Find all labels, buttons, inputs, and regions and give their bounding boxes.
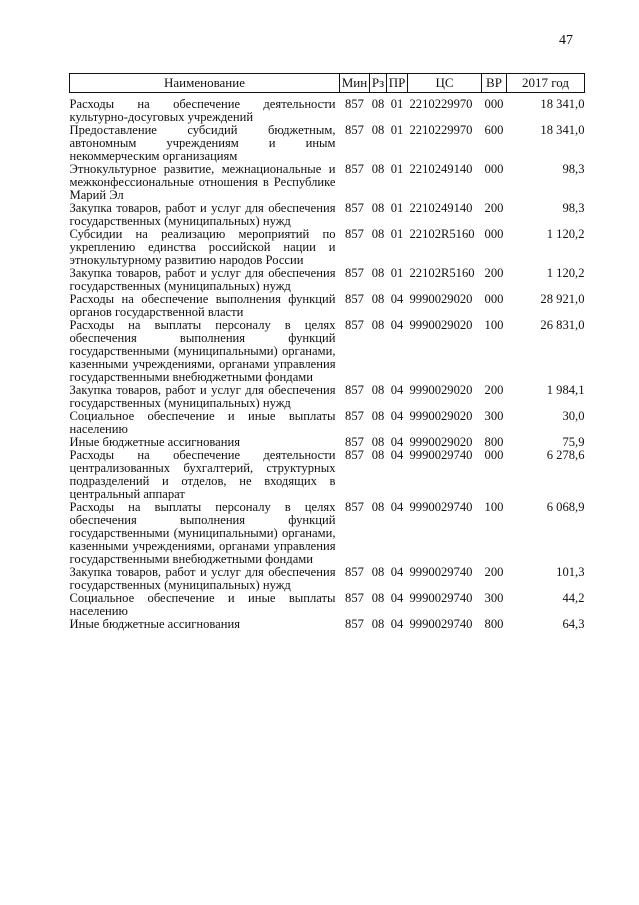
row-cs: 9990029020 — [409, 292, 473, 306]
row-vr: 000 — [484, 97, 504, 111]
row-vr: 600 — [484, 123, 504, 137]
table-row — [70, 566, 585, 592]
row-cs: 2210249140 — [409, 201, 473, 215]
header-cs: ЦС — [408, 74, 482, 93]
row-vr: 800 — [484, 435, 504, 449]
row-pr: 04 — [390, 409, 404, 423]
row-name: Закупка товаров, работ и услуг для обеспечения государственных (муниципальных) нужд — [69, 383, 336, 410]
row-name: Расходы на обеспечение выполнения функций органов государственной власти — [69, 292, 336, 319]
header-rz: Рз — [370, 74, 387, 93]
row-min: 857 — [345, 409, 364, 423]
row-pr: 04 — [390, 435, 404, 449]
page-number: 47 — [559, 33, 573, 48]
row-vr: 200 — [484, 383, 504, 397]
row-amount: 1 120,2 — [546, 266, 585, 280]
row-name: Закупка товаров, работ и услуг для обеспечения государственных (муниципальных) нужд — [69, 565, 336, 592]
row-amount: 18 341,0 — [540, 97, 585, 111]
table-row — [70, 449, 585, 501]
row-rz: 08 — [371, 383, 385, 397]
row-min: 857 — [345, 227, 364, 241]
row-rz: 08 — [371, 318, 385, 332]
row-vr: 000 — [484, 227, 504, 241]
table-row — [70, 124, 585, 163]
row-cs: 9990029740 — [409, 591, 473, 605]
row-min: 857 — [345, 97, 364, 111]
table-row — [70, 384, 585, 410]
row-min: 857 — [345, 162, 364, 176]
row-name: Закупка товаров, работ и услуг для обеспечения государственных (муниципальных) нужд — [69, 266, 336, 293]
row-name: Предоставление субсидий бюджетным, автономным учреждениям и иным некоммерческим организациям — [69, 123, 336, 163]
row-min: 857 — [345, 123, 364, 137]
row-min: 857 — [345, 435, 364, 449]
row-amount: 75,9 — [562, 435, 585, 449]
table-row — [70, 228, 585, 267]
row-pr: 04 — [390, 383, 404, 397]
row-pr: 04 — [390, 591, 404, 605]
row-amount: 98,3 — [562, 201, 585, 215]
table-row — [70, 293, 585, 319]
row-pr: 01 — [390, 227, 404, 241]
row-rz: 08 — [371, 617, 385, 631]
row-pr: 01 — [390, 97, 404, 111]
row-vr: 000 — [484, 292, 504, 306]
row-amount: 98,3 — [562, 162, 585, 176]
row-pr: 01 — [390, 201, 404, 215]
row-pr: 01 — [390, 123, 404, 137]
table-row — [70, 93, 585, 125]
table-row — [70, 267, 585, 293]
row-rz: 08 — [371, 266, 385, 280]
row-amount: 6 278,6 — [546, 448, 585, 462]
row-vr: 200 — [484, 266, 504, 280]
row-cs: 2210229970 — [409, 97, 473, 111]
row-vr: 200 — [484, 565, 504, 579]
row-pr: 04 — [390, 448, 404, 462]
row-pr: 04 — [390, 292, 404, 306]
row-vr: 300 — [484, 409, 504, 423]
row-pr: 01 — [390, 162, 404, 176]
row-amount: 28 921,0 — [540, 292, 585, 306]
row-cs: 22102R5160 — [409, 227, 475, 241]
row-pr: 01 — [390, 266, 404, 280]
row-rz: 08 — [371, 409, 385, 423]
row-vr: 200 — [484, 201, 504, 215]
row-name: Расходы на обеспечение деятельности культурно-досуговых учреждений — [69, 97, 336, 124]
row-vr: 800 — [484, 617, 504, 631]
row-min: 857 — [345, 591, 364, 605]
header-vr: ВР — [482, 74, 507, 93]
row-cs: 9990029740 — [409, 565, 473, 579]
table-row — [70, 592, 585, 618]
row-min: 857 — [345, 448, 364, 462]
row-cs: 9990029740 — [409, 448, 473, 462]
row-min: 857 — [345, 201, 364, 215]
row-cs: 9990029020 — [409, 435, 473, 449]
row-name: Иные бюджетные ассигнования — [69, 617, 241, 631]
row-pr: 04 — [390, 318, 404, 332]
table-row — [70, 163, 585, 202]
row-vr: 000 — [484, 162, 504, 176]
row-pr: 04 — [390, 500, 404, 514]
row-cs: 9990029020 — [409, 409, 473, 423]
row-rz: 08 — [371, 500, 385, 514]
table-row — [70, 501, 585, 566]
row-rz: 08 — [371, 123, 385, 137]
header-year: 2017 год — [507, 74, 585, 93]
header-name: Наименование — [70, 74, 340, 93]
row-amount: 64,3 — [562, 617, 585, 631]
row-name: Закупка товаров, работ и услуг для обеспечения государственных (муниципальных) нужд — [69, 201, 336, 228]
row-cs: 2210249140 — [409, 162, 473, 176]
row-amount: 1 984,1 — [546, 383, 585, 397]
row-rz: 08 — [371, 201, 385, 215]
row-min: 857 — [345, 500, 364, 514]
table-row — [70, 618, 585, 631]
table-row — [70, 319, 585, 384]
row-rz: 08 — [371, 591, 385, 605]
row-min: 857 — [345, 292, 364, 306]
row-amount: 6 068,9 — [546, 500, 585, 514]
row-amount: 44,2 — [562, 591, 585, 605]
row-rz: 08 — [371, 448, 385, 462]
row-name: Расходы на выплаты персоналу в целях обеспечения выполнения функций государственными (муниципальными) органами, казенными учреждениями, органами управления государственными внебюджетными фондами — [69, 318, 336, 384]
row-name: Расходы на обеспечение деятельности централизованных бухгалтерий, структурных подразделений и отделов, не входящих в центральный аппарат — [69, 448, 336, 501]
row-min: 857 — [345, 266, 364, 280]
row-rz: 08 — [371, 292, 385, 306]
row-vr: 100 — [484, 318, 504, 332]
row-name: Этнокультурное развитие, межнациональные и межконфессиональные отношения в Республике Марий Эл — [69, 162, 336, 202]
row-cs: 9990029020 — [409, 383, 473, 397]
row-amount: 30,0 — [562, 409, 585, 423]
row-cs: 9990029020 — [409, 318, 473, 332]
row-rz: 08 — [371, 162, 385, 176]
row-min: 857 — [345, 617, 364, 631]
header-pr: ПР — [387, 74, 408, 93]
row-min: 857 — [345, 383, 364, 397]
row-min: 857 — [345, 565, 364, 579]
row-name: Социальное обеспечение и иные выплаты населению — [69, 591, 336, 618]
row-pr: 04 — [390, 565, 404, 579]
table-body — [70, 93, 585, 632]
header-min: Мин — [340, 74, 370, 93]
row-cs: 2210229970 — [409, 123, 473, 137]
row-rz: 08 — [371, 435, 385, 449]
row-name: Иные бюджетные ассигнования — [69, 435, 241, 449]
row-cs: 9990029740 — [409, 617, 473, 631]
row-name: Социальное обеспечение и иные выплаты населению — [69, 409, 336, 436]
table-row — [70, 410, 585, 436]
row-min: 857 — [345, 318, 364, 332]
row-vr: 100 — [484, 500, 504, 514]
row-vr: 300 — [484, 591, 504, 605]
row-amount: 1 120,2 — [546, 227, 585, 241]
table-row — [70, 202, 585, 228]
row-pr: 04 — [390, 617, 404, 631]
row-cs: 22102R5160 — [409, 266, 475, 280]
row-amount: 101,3 — [556, 565, 585, 579]
row-name: Расходы на выплаты персоналу в целях обеспечения выполнения функций государственными (муниципальными) органами, казенными учреждениями, органами управления государственными внебюджетными фондами — [69, 500, 336, 566]
row-rz: 08 — [371, 97, 385, 111]
row-vr: 000 — [484, 448, 504, 462]
row-name: Субсидии на реализацию мероприятий по укреплению единства российской нации и этнокультурному развитию народов России — [69, 227, 336, 267]
row-amount: 18 341,0 — [540, 123, 585, 137]
row-rz: 08 — [371, 227, 385, 241]
budget-table — [69, 73, 585, 631]
row-amount: 26 831,0 — [540, 318, 585, 332]
row-cs: 9990029740 — [409, 500, 473, 514]
table-header-row — [70, 74, 585, 93]
row-rz: 08 — [371, 565, 385, 579]
